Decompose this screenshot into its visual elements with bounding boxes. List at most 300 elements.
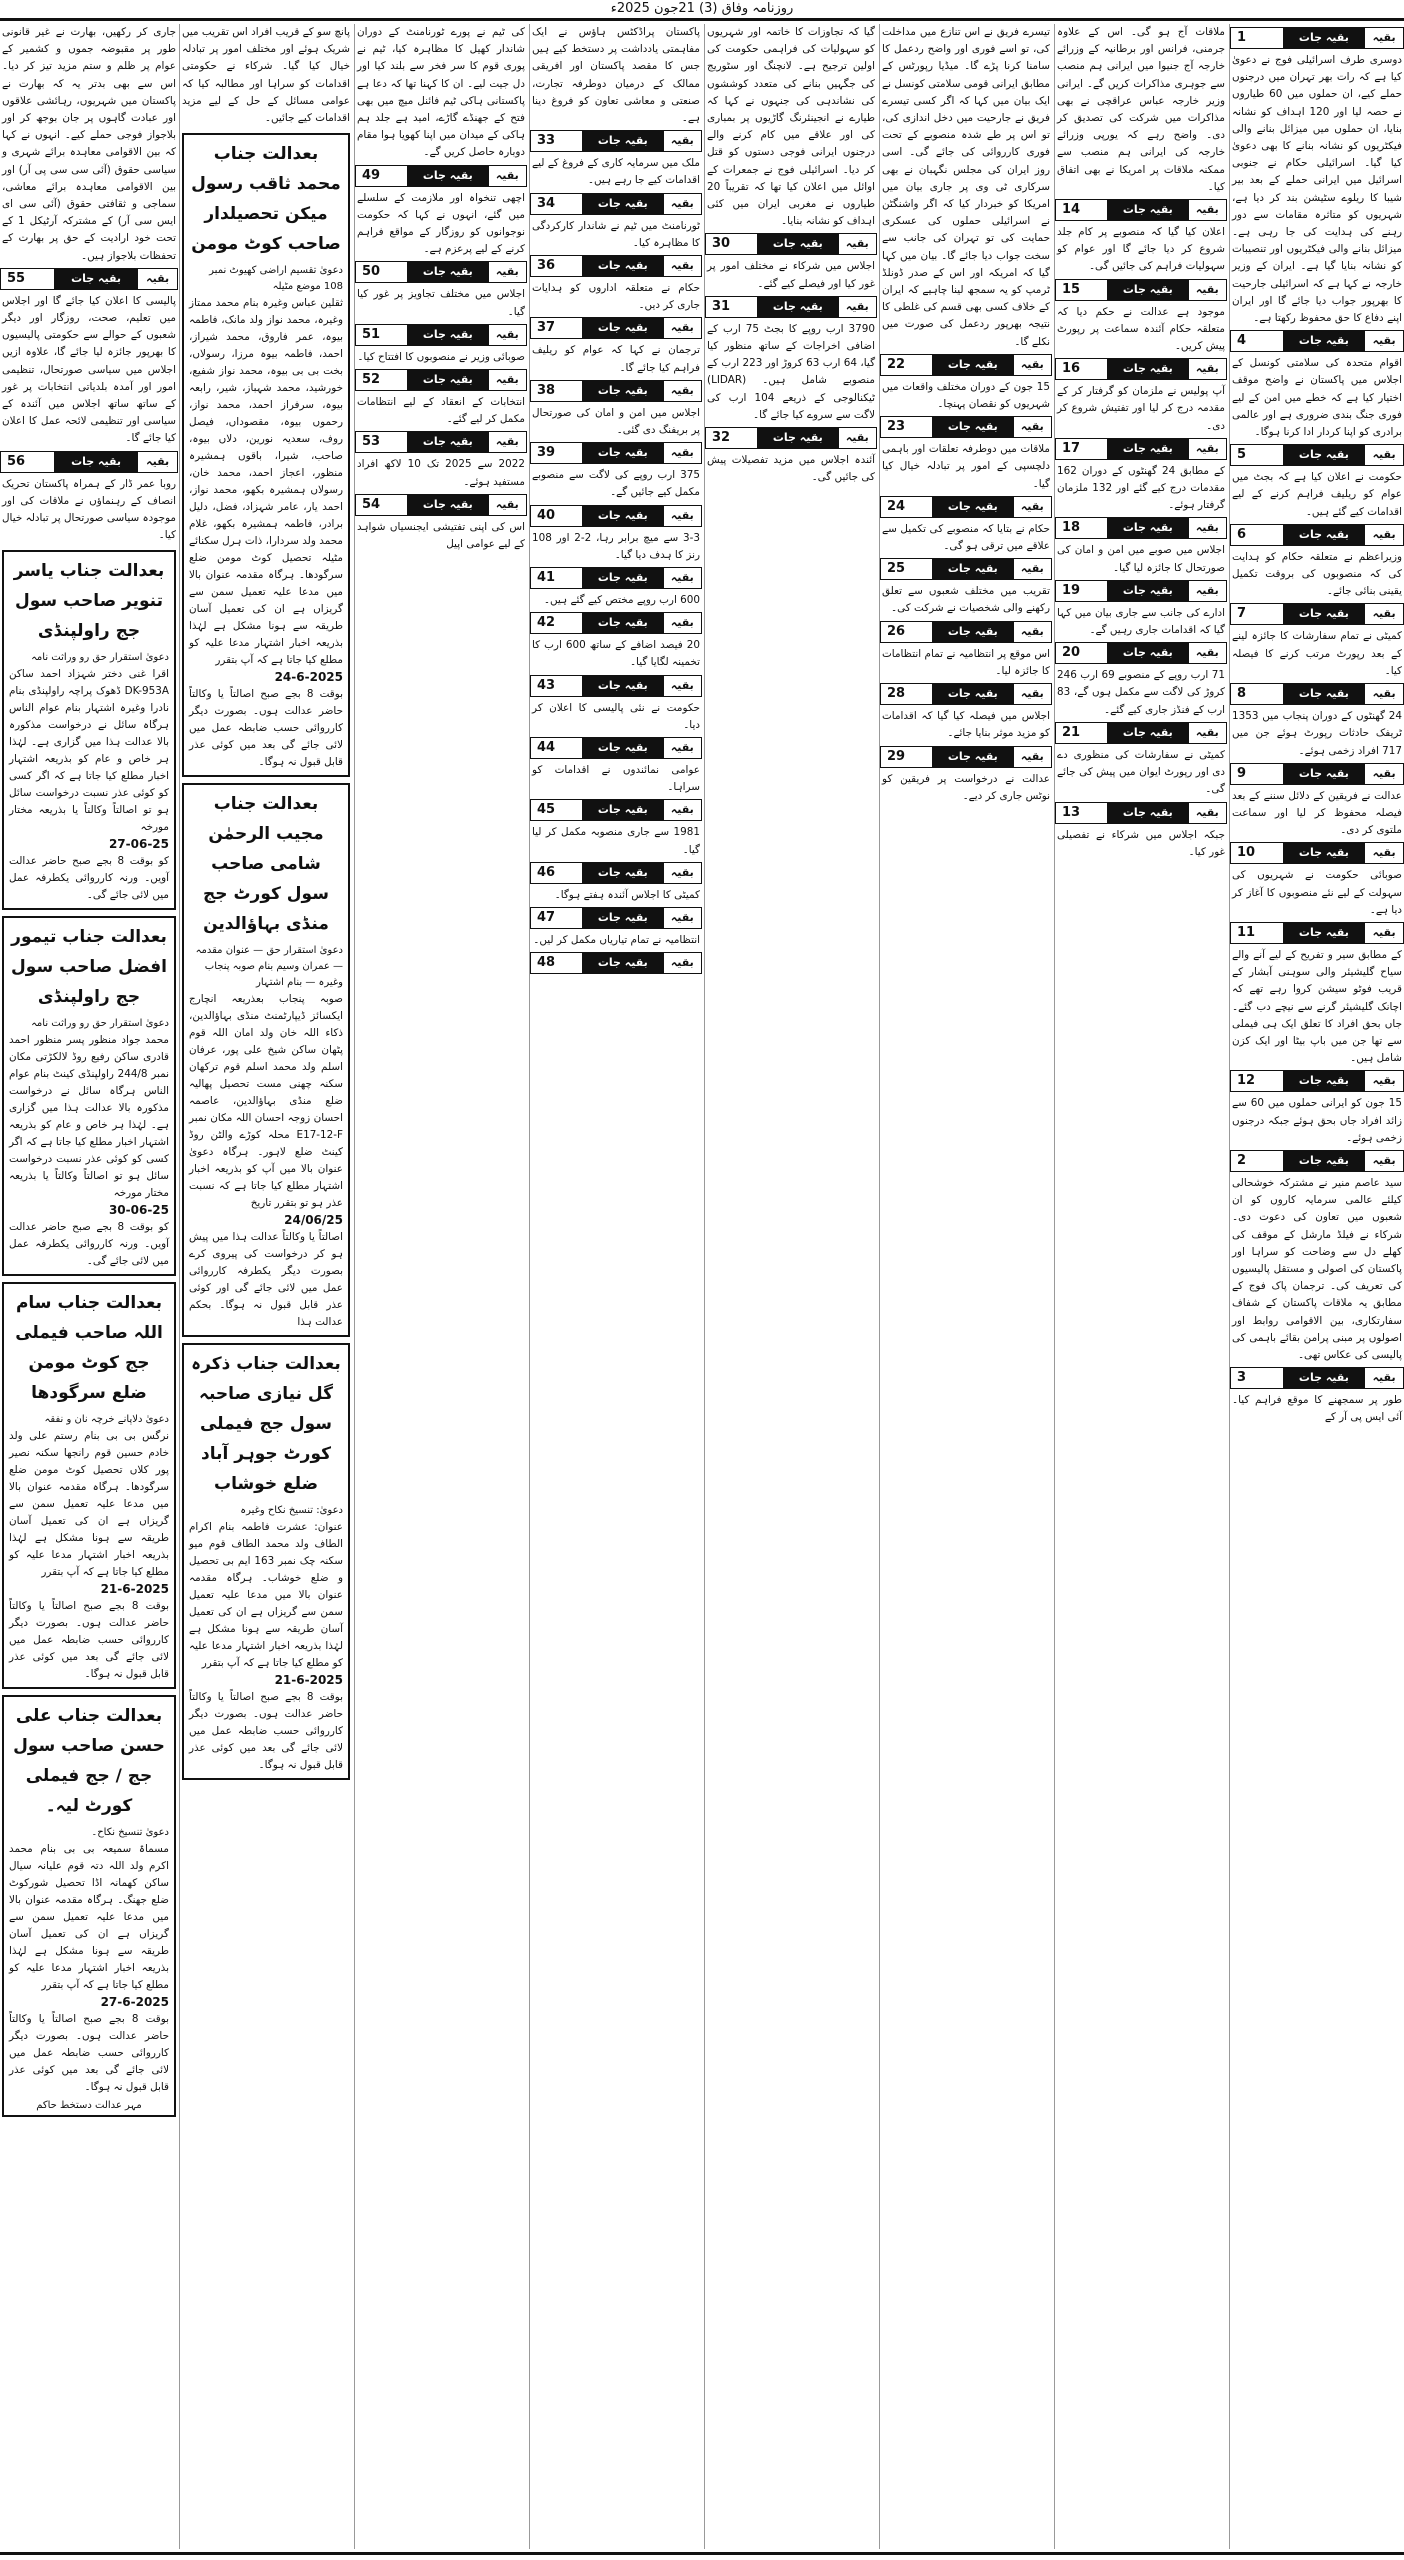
article-text: کے مطابق 24 گھنٹوں کے دوران 162 مقدمات درج کیے گئے اور 132 ملزمان گرفتار ہوئے۔: [1057, 464, 1226, 512]
article-text: جبکہ اجلاس میں شرکاء نے تفصیلی غور کیا۔: [1057, 828, 1225, 858]
column-separator: [1229, 24, 1230, 2549]
section-title: بقیہ جات: [407, 166, 489, 186]
column-3: [880, 24, 1052, 2549]
section-label: بقیہ: [1365, 843, 1403, 863]
section-number: 11: [1231, 923, 1283, 943]
section-label: بقیہ: [489, 166, 526, 186]
section-number: 40: [531, 506, 582, 526]
section-number: 8: [1231, 684, 1283, 704]
section-label: بقیہ: [664, 738, 701, 758]
section-header: [1230, 1070, 1404, 1092]
section-label: بقیہ: [664, 443, 701, 463]
section-header: [530, 317, 702, 339]
section-number: 1: [1231, 28, 1283, 48]
section-title: بقیہ جات: [407, 370, 489, 390]
section-number: 22: [881, 355, 932, 375]
section-header: [355, 324, 527, 346]
article-text: موجود ہے عدالت نے حکم دیا کہ متعلقہ حکام آئندہ سماعت پر رپورٹ پیش کریں۔: [1057, 305, 1225, 353]
section-number: 7: [1231, 604, 1283, 624]
section-title: بقیہ جات: [1283, 1071, 1366, 1091]
column-5: [530, 24, 702, 2549]
section-label: بقیہ: [1014, 417, 1051, 437]
section-header: [355, 369, 527, 391]
section-title: بقیہ جات: [582, 908, 664, 928]
article-text: 20 فیصد اضافے کے ساتھ 600 ارب کا تخمینہ لگایا گیا۔: [532, 639, 700, 669]
column-4: [705, 24, 877, 2549]
article-text: انتخابات کے انعقاد کے لیے انتظامات مکمل کر لیے گئے۔: [357, 396, 525, 426]
hearing-date: 30-06-25: [108, 1203, 169, 1218]
section-label: بقیہ: [664, 908, 701, 928]
court-notice: [182, 133, 350, 777]
article-text: سید عاصم منیر نے مشترکہ خوشحالی کیلئے عالمی سرمایہ کاروں کو ان شعبوں میں تعاون کی دعوت دی۔ شرکاء نے فیلڈ مارشل کے موقف کی کھلے دل سے وضاحت کو سراہا اور پاکستان کی اصولی و مستقل پالیسیوں کی تعریف کی۔ ترجمان پاک فوج کے مطابق یہ ملاقات پاکستان کے شفاف سفارتکاری، بین الاقوامی روابط اور اصولوں پر مبنی پرامن بقائے باہمی کی پالیسی کی عکاس تھی۔: [1232, 1176, 1402, 1361]
article-text: 3-3 سے میچ برابر رہا، 2-2 اور 108 رنز کا ہدف دیا گیا۔: [532, 531, 700, 561]
section-header: [530, 952, 702, 974]
article-text: ٹورنامنٹ میں ٹیم نے شاندار کارکردگی کا مظاہرہ کیا۔: [532, 219, 700, 249]
section-number: 45: [531, 800, 582, 820]
section-title: بقیہ جات: [1283, 923, 1366, 943]
article-text: صوبائی حکومت نے شہریوں کی سہولت کے لیے نئے منصوبوں کا آغاز کر دیا ہے۔: [1232, 869, 1402, 916]
section-header: [530, 907, 702, 929]
article-text: 1981 سے جاری منصوبہ مکمل کر لیا گیا۔: [532, 826, 700, 856]
section-header: [1055, 438, 1227, 460]
article-text: حکام نے بتایا کہ منصوبے کی تکمیل سے علاقے میں ترقی ہو گی۔: [882, 522, 1050, 553]
notice-body: نرگس بی بی بنام رستم علی ولد خادم حسین قوم رانجھا سکنہ نصیر پور کلاں تحصیل کوٹ مومن ضلع سرگودھا۔ ہرگاہ مقدمہ عنوان بالا میں مدعا علیہ تعمیل سمن سے گریزاں ہے ان کی تعمیل آسان طریقہ سے ہونا مشکل ہے لہٰذا بذریعہ اخبار اشتہار مدعا علیہ کو مطلع کیا جاتا ہے کہ آپ بتقرر: [9, 1430, 169, 1579]
section-number: 46: [531, 863, 582, 883]
section-title: بقیہ جات: [582, 738, 664, 758]
section-header: [1230, 922, 1404, 944]
section-header: [705, 296, 877, 318]
case-type: دعویٰ دلاپانے خرچہ نان و نفقہ: [44, 1414, 169, 1426]
article-text: اس موقع پر انتظامیہ نے تمام انتظامات کا جائزہ لیا۔: [882, 647, 1050, 677]
article-text: پالیسی کا اعلان کیا جائے گا اور اجلاس میں تعلیم، صحت، روزگار اور دیگر شعبوں کے حوالے سے حکومتی پالیسیوں کا بھرپور جائزہ لیا جائے گا، علاوہ ازیں اجلاس میں سیاسی صورتحال، تنظیمی امور اور آمدہ بلدیاتی انتخابات پر غور کے ساتھ ساتھ اجلاس میں آئندہ کے سیاسی اور تنظیمی لائحہ عمل کا اعلان کیا جائے گا۔: [2, 294, 176, 445]
article-text: دوسری طرف اسرائیلی فوج نے دعویٰ کیا ہے کہ رات بھر تہران میں درجنوں حملے کیے، ان حملوں میں 60 طیاروں نے حصہ لیا اور 120 اہداف کو نشانہ بنایا، ان حملوں میں میزائل بنانے والی فیکٹریوں کو نشانہ بنانے کا بھی دعویٰ کیا گیا۔ اسرائیلی حکام نے جنوبی اسرائیل میں ایرانی حملے کے بعد بیر شیبا کا ریلوے سٹیشن بند کر دیا ہے، شہریوں کو متاثرہ مقامات سے دور رہنے کی ہدایت کی جا رہی ہے۔ میزائل بنانے والی فیکٹریوں اور تنصیبات کو نشانہ بنایا گیا ہے۔ ایران کے وزیر خارجہ نے کہا ہے کہ اسرائیلی جارحیت کا بھرپور جواب دیا جائے گا اور ایران اپنے دفاع کا حق محفوظ رکھتا ہے۔: [1232, 54, 1402, 325]
section-title: بقیہ جات: [582, 256, 664, 276]
article-text: اجلاس میں مختلف تجاویز پر غور کیا گیا۔: [357, 288, 525, 318]
court-name: بعدالت جناب محمد ثاقب رسول میکن تحصیلدار صاحب کوٹ مومن: [191, 144, 341, 255]
section-label: بقیہ: [1365, 604, 1403, 624]
section-label: بقیہ: [1189, 439, 1226, 459]
top-rule: [0, 18, 1404, 21]
column-separator: [879, 24, 880, 2549]
article-text: تیسرے فریق نے اس تنازع میں مداخلت کی، تو اسے فوری اور واضح ردعمل کا سامنا کرنا پڑے گا۔ میڈیا رپورٹس کے مطابق ایرانی قومی سلامتی کونسل نے ایک بیان میں کہا کہ اگر کسی تیسرے فریق نے جارحیت میں دخل اندازی کی، تو اس پر طے شدہ منصوبے کے تحت فوری کارروائی کی جائے گی۔ اسی روز ایران کی مجلس نگہبان نے بھی سرکاری ٹی وی پر جاری بیان میں امریکا کو خبردار کیا کہ اگر واشنگٹن نے اسرائیلی حملوں کی عسکری حمایت کی تو تہران کی جانب سے سخت جواب دیا جائے گا۔ بیان میں کہا گیا کہ امریکہ اور اس کے صدر ڈونلڈ ٹرمپ کو یہ سمجھ لینا چاہیے کہ ایران کے خلاف کسی بھی قسم کی غلطی کا نتیجہ بھرپور ردعمل کی صورت میں نکلے گا۔: [882, 26, 1050, 348]
section-title: بقیہ جات: [1283, 525, 1366, 545]
section-header: [1055, 580, 1227, 602]
court-name: بعدالت جناب تیمور افضل صاحب سول جج راولپنڈی: [11, 927, 167, 1008]
section-label: بقیہ: [664, 131, 701, 151]
article-text: اچھی تنخواہ اور ملازمت کے سلسلے میں گئے، انہوں نے کہا کہ حکومت نوجوانوں کو روزگار کے مواقع فراہم کرنے کے لیے پرعزم ہے۔: [357, 191, 525, 256]
section-label: بقیہ: [1014, 559, 1051, 579]
article-text: طور پر سمجھنے کا موقع فراہم کیا۔ آئی ایس پی آر کے: [1232, 1394, 1402, 1424]
section-number: 25: [881, 559, 932, 579]
section-header: [530, 130, 702, 152]
column-separator: [704, 24, 705, 2549]
section-label: بقیہ: [1189, 803, 1226, 823]
section-label: بقیہ: [1189, 280, 1226, 300]
article-text: کی ٹیم نے پورے ٹورنامنٹ کے دوران شاندار کھیل کا مظاہرہ کیا، ٹیم نے پوری قوم کا سر فخر سے بلند کیا اور دل جیت لیے۔ ان کا کہنا تھا کہ دعا ہے پاکستانی ہاکی ٹیم فائنل میچ میں بھی فتح کے جھنڈے گاڑے، امید ہے جلد ہم ہاکی کے میدان میں اپنا کھویا ہوا مقام دوبارہ حاصل کریں گے۔: [357, 26, 525, 159]
section-label: بقیہ: [664, 568, 701, 588]
article-text: حکومت نے اعلان کیا ہے کہ بجٹ میں عوام کو ریلیف فراہم کرنے کے لیے اقدامات کیے گئے ہیں۔: [1232, 471, 1402, 518]
notice-body: ثقلین عباس وغیرہ بنام محمد ممتاز وغیرہ، محمد نواز ولد مانک، فاطمہ بیوہ، عمر فاروق، محمد شیراز، احمد، فاطمہ بیوہ مرزا، رسولاں، بخت بی بی بیوہ، محمد نواز شفیع، خورشید، محمد شہباز، شیر، رابعہ بیوہ، سرفراز احمد، محمد نواز، رحموں بیوہ، مقصوداں، فیصل روف، سعدیہ نورین، دلاں بیوہ، صاحب، شیرا، باقوں ہمشیرہ منظور، اعجاز احمد، محمد خان، رسولاں ہمشیرہ بکھو، محمد نواز، احمد یار، عامر شہزاد، فضل، دلیل برادر، فاطمہ ہمشیرہ بکھو، غلام محمد ولد سردارا، ذات ہرل سکنائے مٹیلہ تحصیل کوٹ مومن ضلع سرگودھا۔ ہرگاہ مقدمہ عنوان بالا میں مدعا علیہ تعمیل سمن سے گریزاں ہے ان کی تعمیل آسان طریقہ سے ہونا مشکل ہے لہٰذا بذریعہ اخبار اشتہار مدعا علیہ کو مطلع کیا جاتا ہے کہ آپ بتقرر: [189, 297, 343, 667]
section-header: [1230, 683, 1404, 705]
section-label: بقیہ: [1365, 525, 1403, 545]
section-header: [530, 442, 702, 464]
section-number: 47: [531, 908, 582, 928]
section-header: [1055, 279, 1227, 301]
article-text: 15 جون کے دوران مختلف واقعات میں شہریوں کو نقصان پہنچا۔: [882, 380, 1050, 411]
section-title: بقیہ جات: [1107, 518, 1189, 538]
article-text: اجلاس میں امن و امان کی صورتحال پر بریفنگ دی گئی۔: [532, 406, 700, 437]
article-text: ترجمان نے کہا کہ عوام کو ریلیف فراہم کیا جائے گا۔: [532, 344, 700, 374]
section-number: 4: [1231, 331, 1283, 351]
court-name: بعدالت جناب علی حسن صاحب سول جج / جج فیملی کورٹ لیہ۔: [13, 1706, 165, 1817]
section-title: بقیہ جات: [1107, 643, 1189, 663]
section-header: [1230, 842, 1404, 864]
section-number: 55: [1, 269, 54, 289]
section-number: 5: [1231, 445, 1283, 465]
section-header: [705, 233, 877, 255]
case-type: دعویٰ تقسیم اراضی کھیوٹ نمبر 108 موضع مٹیلہ: [209, 265, 343, 293]
hearing-date: 24-6-2025: [274, 670, 343, 685]
section-number: 6: [1231, 525, 1283, 545]
article-text: کمیٹی کا اجلاس آئندہ ہفتے ہوگا۔: [554, 888, 700, 901]
article-text: کمیٹی نے تمام سفارشات کا جائزہ لینے کے بعد رپورٹ مرتب کرنے کا فیصلہ کیا۔: [1232, 630, 1402, 677]
column-separator: [179, 24, 180, 2549]
column-7: [180, 24, 352, 2549]
column-1: [1230, 24, 1404, 2549]
section-header: [1055, 642, 1227, 664]
court-notice: [182, 1343, 350, 1780]
article-text: حکام نے متعلقہ اداروں کو ہدایات جاری کر دیں۔: [532, 282, 700, 312]
section-header: [1230, 1367, 1404, 1389]
section-label: بقیہ: [664, 800, 701, 820]
section-number: 14: [1056, 200, 1107, 220]
section-header: [530, 505, 702, 527]
article-text: ملاقات آج ہو گی۔ اس کے علاوہ جرمنی، فرانس اور برطانیہ کے وزرائے خارجہ آج جنیوا میں ایرانی ہم منصب سے جوہری مذاکرات کریں گے۔ ایرانی وزیر خارجہ عباس عراقچی نے بھی مذاکرات میں شرکت کی تصدیق کر دی۔ واضح رہے کہ یورپی وزرائے خارجہ کی ایرانی ہم منصب سے ممکنہ ملاقات پر امریکا نے بھی اتفاق کیا۔: [1057, 26, 1225, 193]
section-header: [530, 193, 702, 215]
section-header: [880, 683, 1052, 705]
section-number: 28: [881, 684, 932, 704]
section-header: [530, 737, 702, 759]
section-title: بقیہ جات: [932, 684, 1014, 704]
article-text: 375 ارب روپے کی لاگت سے منصوبے مکمل کیے جائیں گے۔: [532, 469, 700, 499]
section-label: بقیہ: [1189, 200, 1226, 220]
section-number: 10: [1231, 843, 1283, 863]
section-header: [355, 261, 527, 283]
section-number: 15: [1056, 280, 1107, 300]
hearing-date: 21-6-2025: [100, 1582, 169, 1597]
section-label: بقیہ: [1365, 1368, 1403, 1388]
notice-tail: بوقت 8 بجے صبح اصالتاً یا وکالتاً حاضر عدالت ہوں۔ بصورت دیگر کارروائی حسب ضابطہ عمل میں لائی جائے گی بعد میں کوئی عذر قابل قبول نہ ہوگا۔: [189, 688, 343, 769]
article-text: آپ پولیس نے ملزمان کو گرفتار کر کے مقدمہ درج کر لیا اور تفتیش شروع کر دی۔: [1057, 385, 1225, 432]
section-title: بقیہ جات: [932, 497, 1014, 517]
case-type: دعویٰ استقرار حق — عنوان مقدمہ — عمران وسیم بنام صوبہ پنجاب وغیرہ — بنام اشتہار: [195, 945, 343, 989]
section-label: بقیہ: [664, 953, 701, 973]
article-text: آئندہ اجلاس میں مزید تفصیلات پیش کی جائیں گی۔: [707, 454, 875, 484]
section-title: بقیہ جات: [1283, 331, 1366, 351]
notice-body: صوبہ پنجاب بعذریعہ انچارج ایکسائز ڈیپارٹمنٹ منڈی بہاؤالدین، ذکاء اللہ خان ولد امان اللہ قوم پٹھان ساکن شیخ علی پور، عرفان اسلم ولد محمد اسلم قوم ترکھان سکنہ چھنی مست تحصیل پھالیہ ضلع منڈی بہاؤالدین، عاصمہ احسان زوجہ احسان اللہ مکان نمبر E17-12-F محلہ کوڑے والٹن روڈ کینٹ ضلع لاہور۔ ہرگاہ دعویٰ عنوان بالا میں آپ کو بذریعہ اخبار اشتہار مطلع کیا جاتا ہے کہ نسبت عذر ہو تو بتقرر تاریخ: [189, 993, 343, 1210]
section-title: بقیہ جات: [54, 269, 138, 289]
article-text: عدالت نے درخواست پر فریقین کو نوٹس جاری کر دیے۔: [882, 772, 1050, 802]
section-title: بقیہ جات: [582, 381, 664, 401]
section-label: بقیہ: [839, 297, 876, 317]
section-number: 48: [531, 953, 582, 973]
section-title: بقیہ جات: [582, 506, 664, 526]
section-number: 41: [531, 568, 582, 588]
section-label: بقیہ: [489, 432, 526, 452]
court-name: بعدالت جناب یاسر تنویر صاحب سول جج راولپنڈی: [13, 561, 165, 642]
section-title: بقیہ جات: [1283, 445, 1366, 465]
section-title: بقیہ جات: [582, 131, 664, 151]
section-number: 31: [706, 297, 757, 317]
section-header: [880, 558, 1052, 580]
notice-tail: اصالتاً یا وکالتاً عدالت ہذا میں پیش ہو کر درخواست کی پیروی کرے بصورت دیگر یکطرفہ کارروائی عمل میں لائی جائے گی اور کوئی عذر قابل قبول نہ ہوگا۔ بحکم عدالت ہذا: [189, 1231, 343, 1329]
section-header: [530, 255, 702, 277]
court-notice: [2, 550, 176, 910]
section-number: 26: [881, 622, 932, 642]
section-header: [880, 621, 1052, 643]
section-label: بقیہ: [664, 676, 701, 696]
section-number: 9: [1231, 764, 1283, 784]
section-header: [705, 427, 877, 449]
section-label: بقیہ: [664, 506, 701, 526]
section-header: [1230, 603, 1404, 625]
section-title: بقیہ جات: [407, 325, 489, 345]
section-label: بقیہ: [1365, 445, 1403, 465]
section-header: [880, 416, 1052, 438]
hearing-date: 27-06-25: [108, 837, 169, 852]
column-separator: [529, 24, 530, 2549]
article-text: 600 ارب روپے مختص کیے گئے ہیں۔: [543, 594, 700, 607]
column-separator: [1054, 24, 1055, 2549]
section-number: 37: [531, 318, 582, 338]
case-type: دعویٰ استقرار حق رو وراثت نامہ: [31, 1018, 169, 1030]
article-text: کمیٹی نے سفارشات کی منظوری دے دی اور رپورٹ ایوان میں پیش کی جائے گی۔: [1057, 748, 1225, 796]
section-header: [530, 612, 702, 634]
section-number: 17: [1056, 439, 1107, 459]
bottom-rule: [0, 2552, 1404, 2555]
section-number: 2: [1231, 1151, 1283, 1171]
section-title: بقیہ جات: [1107, 803, 1189, 823]
section-title: بقیہ جات: [1283, 1151, 1366, 1171]
column-6: [355, 24, 527, 2549]
section-label: بقیہ: [489, 495, 526, 515]
hearing-date: 27-6-2025: [100, 1995, 169, 2010]
section-label: بقیہ: [1365, 331, 1403, 351]
signature-line: مہر عدالت دستخط حاکم: [36, 2100, 142, 2112]
section-label: بقیہ: [1189, 518, 1226, 538]
notice-tail: بوقت 8 بجے صبح اصالتاً یا وکالتاً حاضر عدالت ہوں۔ بصورت دیگر کارروائی حسب ضابطہ عمل میں لائی جائے گی بعد میں کوئی عذر قابل قبول نہ ہوگا۔: [189, 1691, 343, 1772]
section-title: بقیہ جات: [582, 676, 664, 696]
article-text: 24 گھنٹوں کے دوران پنجاب میں 1353 ٹریفک حادثات رپورٹ ہوئے جن میں 717 افراد زخمی ہوئے۔: [1232, 710, 1402, 757]
article-text: ملاقات میں دوطرفہ تعلقات اور باہمی دلچسپی کے امور پر تبادلہ خیال کیا گیا۔: [882, 443, 1050, 490]
section-label: بقیہ: [839, 428, 876, 448]
masthead: روزنامہ وفاق (3) 21جون 2025ء: [610, 1, 794, 16]
hearing-date: 21-6-2025: [274, 1673, 343, 1688]
section-label: بقیہ: [1014, 684, 1051, 704]
section-number: 32: [706, 428, 757, 448]
section-number: 29: [881, 747, 932, 767]
section-header: [355, 431, 527, 453]
section-title: بقیہ جات: [1283, 28, 1366, 48]
notice-tail: کو بوقت 8 بجے صبح حاضر عدالت آویں۔ ورنہ کارروائی یکطرفہ عمل میں لائی جائے گی۔: [9, 1221, 169, 1268]
notice-tail: بوقت 8 بجے صبح اصالتاً یا وکالتاً حاضر عدالت ہوں۔ بصورت دیگر کارروائی حسب ضابطہ عمل میں لائی جائے گی بعد میں کوئی عذر قابل قبول نہ ہوگا۔: [9, 2013, 169, 2094]
section-title: بقیہ جات: [407, 432, 489, 452]
section-number: 12: [1231, 1071, 1283, 1091]
section-number: 34: [531, 194, 582, 214]
section-label: بقیہ: [1365, 1151, 1403, 1171]
section-number: 20: [1056, 643, 1107, 663]
section-label: بقیہ: [664, 318, 701, 338]
section-title: بقیہ جات: [932, 622, 1014, 642]
section-header: [1055, 722, 1227, 744]
section-title: بقیہ جات: [582, 318, 664, 338]
section-number: 21: [1056, 723, 1107, 743]
column-8: [0, 24, 178, 2549]
section-title: بقیہ جات: [582, 953, 664, 973]
article-text: اجلاس میں صوبے میں امن و امان کی صورتحال کا جائزہ لیا گیا۔: [1057, 544, 1225, 574]
article-text: اعلان کیا گیا کہ منصوبے پر کام جلد شروع کر دیا جائے گا اور عوام کو سہولیات فراہم کی جائیں گی۔: [1057, 226, 1225, 273]
article-text: کے مطابق سیر و تفریح کے لیے آنے والے سیاح گلیشیئر والی سوہنی آبشار کے قریب فوٹو سیشن کروا رہے تھے کہ اچانک گلیشیئر گرنے سے نیچے دب گئے۔ جاں بحق افراد کا تعلق ایک ہی فیملی سے تھا جن میں باپ بیٹا اور ایک کزن شامل ہیں۔: [1232, 948, 1402, 1065]
section-label: بقیہ: [664, 863, 701, 883]
article-text: تقریب میں مختلف شعبوں سے تعلق رکھنے والی شخصیات نے شرکت کی۔: [882, 585, 1050, 615]
court-name: بعدالت جناب مجیب الرحمٰن شامی صاحب سول کورٹ جج منڈی بہاؤالدین: [203, 794, 329, 935]
section-number: 19: [1056, 581, 1107, 601]
column-2: [1055, 24, 1227, 2549]
section-number: 54: [356, 495, 407, 515]
section-header: [1230, 330, 1404, 352]
section-number: 30: [706, 234, 757, 254]
section-title: بقیہ جات: [757, 234, 839, 254]
section-title: بقیہ جات: [54, 452, 138, 472]
section-label: بقیہ: [138, 269, 177, 289]
section-header: [1230, 27, 1404, 49]
section-title: بقیہ جات: [932, 747, 1014, 767]
section-title: بقیہ جات: [1107, 581, 1189, 601]
case-type: دعویٰ تنسیخ نکاح۔: [91, 1827, 169, 1839]
section-title: بقیہ جات: [1107, 200, 1189, 220]
section-header: [1230, 524, 1404, 546]
section-title: بقیہ جات: [582, 863, 664, 883]
section-number: 36: [531, 256, 582, 276]
section-header: [530, 567, 702, 589]
section-title: بقیہ جات: [407, 262, 489, 282]
section-label: بقیہ: [1189, 723, 1226, 743]
court-notice: [182, 783, 350, 1337]
section-header: [530, 675, 702, 697]
section-header: [1055, 802, 1227, 824]
article-text: روبا عمر ڈار کے ہمراہ پاکستان تحریک انصاف کے رہنماؤں نے ملاقات کی اور موجودہ سیاسی صورتحال پر تبادلہ خیال کیا۔: [2, 477, 176, 542]
section-label: بقیہ: [1189, 581, 1226, 601]
section-title: بقیہ جات: [582, 800, 664, 820]
section-label: بقیہ: [664, 381, 701, 401]
section-number: 18: [1056, 518, 1107, 538]
section-label: بقیہ: [489, 325, 526, 345]
section-label: بقیہ: [1014, 497, 1051, 517]
article-text: انتظامیہ نے تمام تیاریاں مکمل کر لیں۔: [533, 934, 700, 947]
section-title: بقیہ جات: [1107, 439, 1189, 459]
section-number: 51: [356, 325, 407, 345]
article-text: 3790 ارب روپے کا بجٹ 75 ارب کے اضافی اخراجات کے ساتھ منظور کیا گیا، 64 ارب 63 کروڑ اور 223 ارب کے منصوبے شامل ہیں۔ (LIDAR) ٹیکنالوجی کے ذریعے 104 ارب کی لاگت سے سروے کیا جائے گا۔: [707, 322, 876, 421]
notice-tail: بوقت 8 بجے صبح اصالتاً یا وکالتاً حاضر عدالت ہوں۔ بصورت دیگر کارروائی حسب ضابطہ عمل میں لائی جائے گی بعد میں کوئی عذر قابل قبول نہ ہوگا۔: [9, 1600, 169, 1681]
section-header: [530, 799, 702, 821]
section-header: [1055, 358, 1227, 380]
section-label: بقیہ: [1014, 355, 1051, 375]
section-title: بقیہ جات: [932, 417, 1014, 437]
section-label: بقیہ: [1014, 747, 1051, 767]
section-header: [880, 354, 1052, 376]
notice-body: عنوان: عشرت فاطمہ بنام اکرام الطاف ولد محمد الطاف قوم میو سکنہ چک نمبر 163 ایم بی تحصیل و ضلع خوشاب۔ ہرگاہ مقدمہ عنوان بالا میں مدعا علیہ تعمیل سمن سے گریزاں ہے ان کی تعمیل آسان طریقہ سے ہونا مشکل ہے لہٰذا بذریعہ اخبار اشتہار مدعا علیہ کو مطلع کیا جاتا ہے کہ آپ بتقرر: [189, 1521, 343, 1670]
section-header: [1055, 517, 1227, 539]
article-text: گیا کہ تجاوزات کا خاتمہ اور شہریوں کو سہولیات کی فراہمی حکومت کی اولین ترجیح ہے۔ لانچنگ اور سٹوریج کی جگہیں بنانے کی متعدد کوششوں کی نشاندہی کی جنہوں نے کہا کہ طیارے نے انجینئرنگ گاڑیوں پر بمباری کی اور علاقے میں کام کرنے والے درجنوں ایرانی فوجی دستوں کو قتل کر دیا۔ اسرائیلی فوج نے جمعرات کے اوائل میں اعلان کیا تھا کہ تقریباً 20 طیاروں نے مغربی ایران میں کئی اہداف کو نشانہ بنایا۔: [707, 26, 875, 228]
section-title: بقیہ جات: [1283, 684, 1366, 704]
section-number: 33: [531, 131, 582, 151]
section-number: 39: [531, 443, 582, 463]
section-label: بقیہ: [664, 613, 701, 633]
section-title: بقیہ جات: [582, 194, 664, 214]
section-label: بقیہ: [138, 452, 177, 472]
article-text: 2022 سے 2025 تک 10 لاکھ افراد مستفید ہوئے۔: [357, 458, 525, 488]
section-header: [1230, 1150, 1404, 1172]
section-label: بقیہ: [664, 194, 701, 214]
section-number: 49: [356, 166, 407, 186]
article-text: اقوام متحدہ کی سلامتی کونسل کے اجلاس میں پاکستان نے واضح موقف اختیار کیا ہے کہ خطے میں امن کے لیے فوری جنگ بندی ضروری ہے اور عالمی برادری کو اپنا کردار ادا کرنا ہوگا۔: [1232, 357, 1402, 439]
article-text: عدالت نے فریقین کے دلائل سننے کے بعد فیصلہ محفوظ کر لیا اور سماعت ملتوی کر دی۔: [1232, 789, 1402, 837]
section-title: بقیہ جات: [1107, 723, 1189, 743]
article-text: پاکستان پراڈکٹس ہاؤس نے ایک مفاہمتی یادداشت پر دستخط کیے ہیں جس کا مقصد پاکستان اور افریقی ممالک کے درمیان دوطرفہ تجارت، صنعتی و معاشی تعاون کو فروغ دینا ہے۔: [532, 26, 700, 125]
section-header: [1230, 444, 1404, 466]
section-header: [0, 451, 178, 473]
article-text: عوامی نمائندوں نے اقدامات کو سراہا۔: [532, 764, 700, 794]
section-number: 50: [356, 262, 407, 282]
article-text: اجلاس میں فیصلہ کیا گیا کہ اقدامات کو مزید موثر بنایا جائے۔: [882, 710, 1050, 740]
section-label: بقیہ: [664, 256, 701, 276]
notice-body: محمد جواد منظور پسر منظور احمد قادری ساکن رفیع روڈ لالکڑتی مکان نمبر 244/8 راولپنڈی کینٹ بنام عوام الناس ہرگاہ سائل نے درخواست مذکورہ بالا عدالت ہذا میں گزاری ہے۔ لہٰذا ہر خاص و عام کو بذریعہ اشتہار اخبار مطلع کیا جاتا ہے کہ اگر کسی کو کوئی عذر نسبت درخواست سائل ہو تو اصالتاً وکالتاً یا بذریعہ مختار مورخہ: [9, 1034, 169, 1200]
court-notice: [2, 1695, 176, 2117]
article-text: ملک میں سرمایہ کاری کے فروغ کے لیے اقدامات کیے جا رہے ہیں۔: [532, 157, 700, 187]
court-notice: [2, 916, 176, 1276]
section-title: بقیہ جات: [1283, 1368, 1366, 1388]
section-label: بقیہ: [1189, 359, 1226, 379]
section-label: بقیہ: [489, 370, 526, 390]
article-text: ادارے کی جانب سے جاری بیان میں کہا گیا کہ اقدامات جاری رہیں گے۔: [1057, 606, 1225, 637]
section-title: بقیہ جات: [1283, 604, 1366, 624]
section-title: بقیہ جات: [1283, 764, 1366, 784]
article-text: پانچ سو کے قریب افراد اس تقریب میں شریک ہوئے اور مختلف امور پر تبادلہ خیال کیا گیا۔ شرکاء نے حکومتی اقدامات کو سراہا اور مطالبہ کیا کہ عوامی مسائل کے حل کے لیے مزید اقدامات کیے جائیں۔: [182, 26, 350, 125]
section-label: بقیہ: [1365, 923, 1403, 943]
case-type: دعویٰ استقرار حق رو وراثت نامہ: [31, 652, 169, 664]
section-label: بقیہ: [839, 234, 876, 254]
section-label: بقیہ: [1365, 684, 1403, 704]
article-text: جاری کر رکھیں، بھارت نے غیر قانونی طور پر مقبوضہ جموں و کشمیر کے عوام پر ظلم و ستم مزید تیز کر دیا۔ اس سے بھی بدتر یہ کہ بھارت نے پاکستان میں شہریوں، رہائشی علاقوں اور عبادت گاہوں پر جان بوجھ کر اور بلاجواز فوجی حملے کیے۔ انہوں نے کہا کہ بین الاقوامی معاہدہ برائے شہری و سیاسی حقوق (آئی سی سی پی آر) اور بین الاقوامی معاہدہ برائے معاشی، سماجی و ثقافتی حقوق (آئی سی ای ایس سی آر) کے مشترکہ آرٹیکل 1 کے تحت خود ارادیت کے حق پر بھارت کے تحفظات بلاجواز ہیں۔: [2, 26, 177, 262]
section-label: بقیہ: [1189, 643, 1226, 663]
column-separator: [354, 24, 355, 2549]
article-text: صوبائی وزیر نے منصوبوں کا افتتاح کیا۔: [357, 350, 525, 363]
notice-body: اقرا غنی دختر شہزاد احمد ساکن DK-953A ڈھوک پراچہ راولپنڈی بنام نادرا وغیرہ اشتہار بنام عوام الناس ہرگاہ سائل نے درخواست مذکورہ بالا عدالت ہذا میں گزاری ہے۔ لہٰذا ہر خاص و عام کو بذریعہ اشتہار اخبار مطلع کیا جاتا ہے کہ اگر کسی کو کوئی عذر نسبت درخواست سائل ہو تو اصالتاً وکالتاً یا بذریعہ مختار مورخہ: [9, 668, 169, 834]
section-number: 38: [531, 381, 582, 401]
article-text: حکومت نے نئی پالیسی کا اعلان کر دیا۔: [532, 701, 700, 731]
section-number: 53: [356, 432, 407, 452]
court-notice: [2, 1282, 176, 1689]
section-number: 23: [881, 417, 932, 437]
court-name: بعدالت جناب سام اللہ صاحب فیملی جج کوٹ مومن ضلع سرگودھا: [15, 1293, 163, 1404]
section-title: بقیہ جات: [582, 613, 664, 633]
section-title: بقیہ جات: [757, 428, 839, 448]
section-number: 3: [1231, 1368, 1283, 1388]
section-header: [355, 494, 527, 516]
section-header: [0, 268, 178, 290]
section-header: [530, 380, 702, 402]
section-title: بقیہ جات: [757, 297, 839, 317]
